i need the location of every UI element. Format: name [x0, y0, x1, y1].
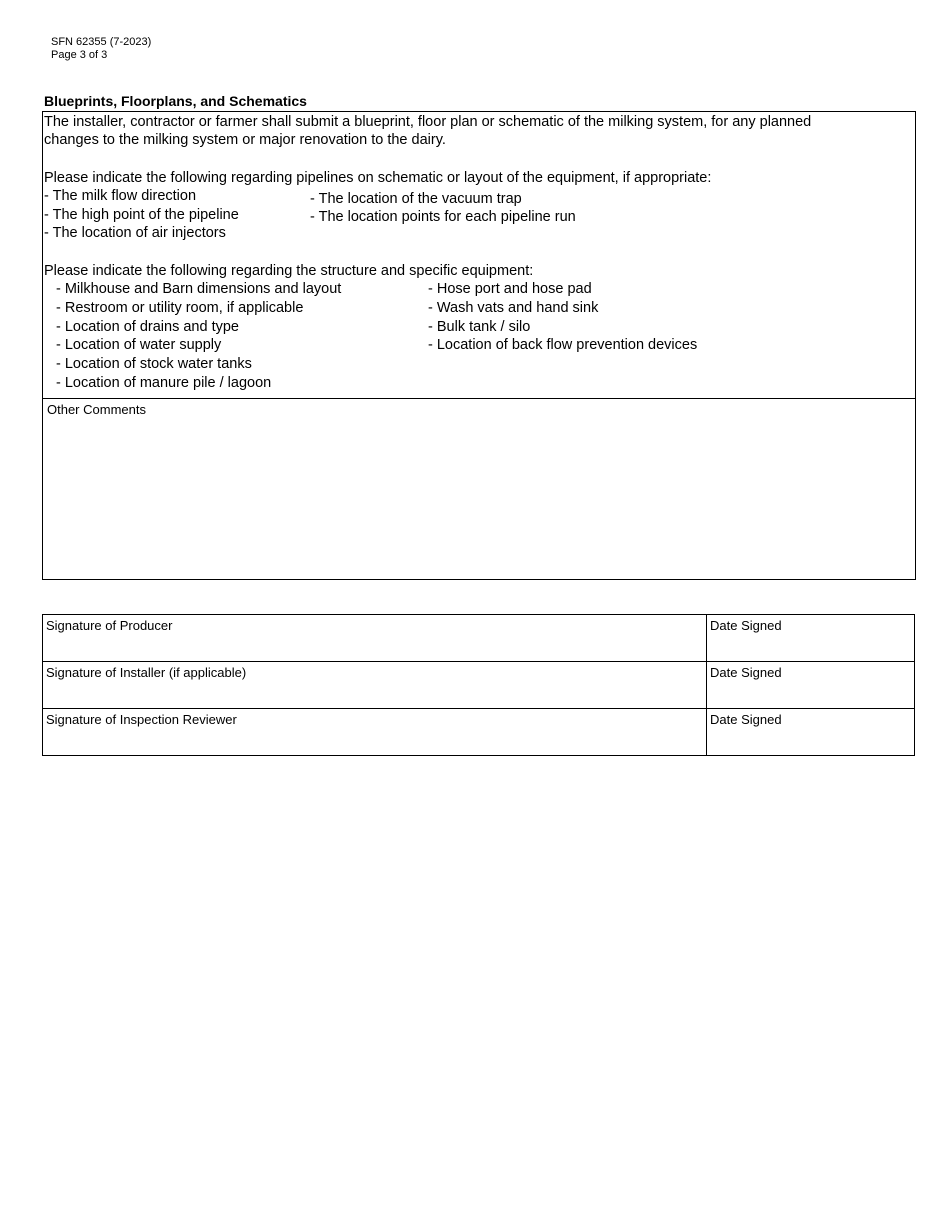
page-number: Page 3 of 3	[51, 49, 108, 61]
signature-row-installer	[43, 662, 915, 709]
other-comments-label: Other Comments	[47, 402, 146, 417]
blueprints-box	[42, 111, 916, 580]
structure-item: - Milkhouse and Barn dimensions and layout	[56, 281, 342, 297]
structure-item: - Location of manure pile / lagoon	[56, 375, 272, 391]
structure-item: - Location of stock water tanks	[56, 356, 252, 372]
installer-date-field[interactable]	[707, 662, 915, 709]
form-number: SFN 62355 (7-2023)	[51, 36, 152, 48]
reviewer-signature-label: Signature of Inspection Reviewer	[46, 712, 237, 727]
producer-date-label: Date Signed	[710, 618, 782, 633]
structure-item: - Hose port and hose pad	[428, 281, 592, 297]
structure-item: - Location of back flow prevention devices	[428, 337, 698, 353]
installer-date-label: Date Signed	[710, 665, 782, 680]
pipeline-item: - The location of air injectors	[44, 225, 226, 241]
signature-row-reviewer	[43, 709, 915, 756]
pipeline-item: - The location points for each pipeline run	[310, 209, 576, 225]
pipeline-item: - The location of the vacuum trap	[310, 191, 522, 207]
section-title: Blueprints, Floorplans, and Schematics	[44, 93, 307, 109]
reviewer-date-label: Date Signed	[710, 712, 782, 727]
reviewer-date-field[interactable]	[707, 709, 915, 756]
structure-heading: Please indicate the following regarding the structure and specific equipment:	[44, 263, 534, 279]
intro-line-1: The installer, contractor or farmer shall submit a blueprint, floor plan or schematic of the milking system, for any planned	[44, 114, 812, 130]
structure-item: - Location of water supply	[56, 337, 222, 353]
producer-signature-label: Signature of Producer	[46, 618, 173, 633]
structure-item: - Wash vats and hand sink	[428, 300, 599, 316]
pipeline-item: - The high point of the pipeline	[44, 207, 239, 223]
structure-item: - Restroom or utility room, if applicable	[56, 300, 304, 316]
producer-date-field[interactable]	[707, 615, 915, 662]
installer-signature-label: Signature of Installer (if applicable)	[46, 665, 247, 680]
intro-line-2: changes to the milking system or major renovation to the dairy.	[44, 132, 446, 148]
section-divider	[43, 398, 915, 399]
signature-table	[42, 614, 915, 756]
structure-item: - Bulk tank / silo	[428, 319, 531, 335]
pipelines-heading: Please indicate the following regarding pipelines on schematic or layout of the equipment, if appropriate:	[44, 170, 712, 186]
structure-item: - Location of drains and type	[56, 319, 239, 335]
producer-signature-field[interactable]	[43, 615, 707, 662]
other-comments-field[interactable]	[45, 419, 911, 575]
signature-row-producer	[43, 615, 915, 662]
reviewer-signature-field[interactable]	[43, 709, 707, 756]
installer-signature-field[interactable]	[43, 662, 707, 709]
pipeline-item: - The milk flow direction	[44, 188, 197, 204]
